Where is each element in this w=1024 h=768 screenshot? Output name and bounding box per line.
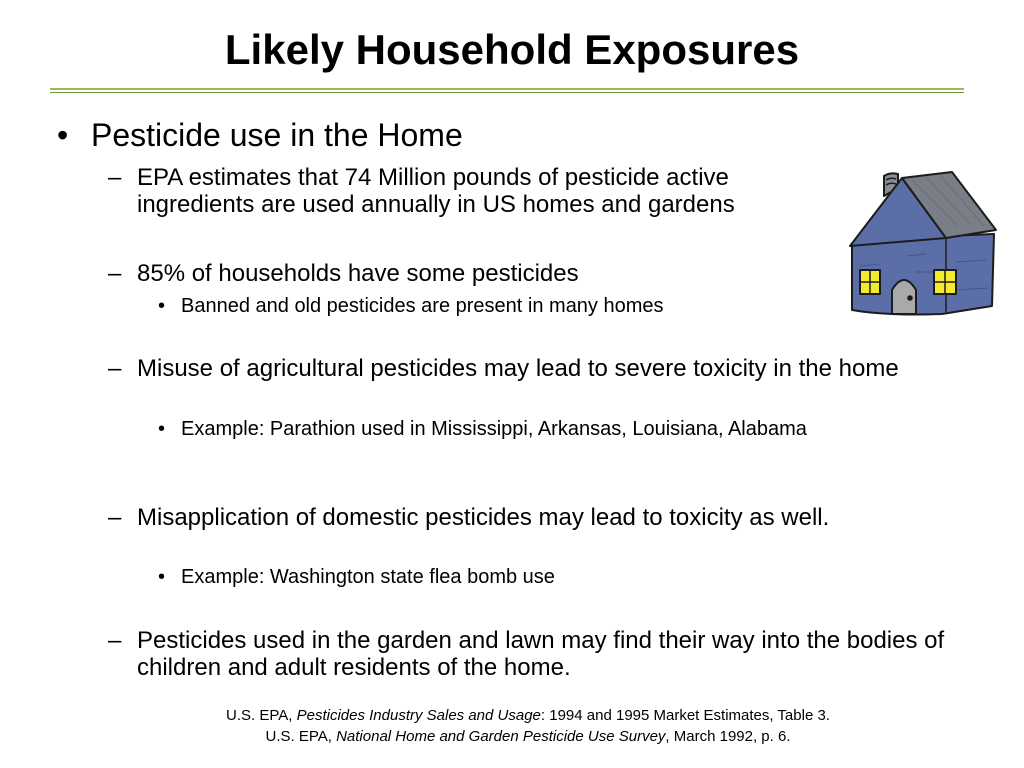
title-divider [50,88,964,90]
page-title: Likely Household Exposures [224,26,800,73]
dash-marker: – [108,260,122,287]
references [100,705,956,747]
sub-list-item-text: Banned and old pesticides are present in many homes [181,295,664,317]
sub-list-item-text: Example: Parathion used in Mississippi, Arkansas, Louisiana, Alabama [181,418,807,440]
sub-bullet-marker: • [158,418,166,440]
reference-line: U.S. EPA, Pesticides Industry Sales and Usage: 1994 and 1995 Market Estimates, Table 3. [226,707,830,724]
sub-list-item [158,294,838,318]
title-divider-secondary [50,92,964,93]
list-item-text: Pesticides used in the garden and lawn may find their way into the bodies of children and adult residents of the home. [137,627,945,681]
dash-marker: – [108,627,122,654]
list-item-text: 85% of households have some pesticides [137,260,579,287]
list-item-text: Misuse of agricultural pesticides may lead to severe toxicity in the home [137,355,899,382]
sub-list-item [158,565,838,589]
dash-marker: – [108,504,122,531]
reference-line: U.S. EPA, National Home and Garden Pesticide Use Survey, March 1992, p. 6. [265,728,791,745]
list-item [108,355,948,382]
sub-bullet-marker: • [158,566,166,588]
list-item [108,260,848,287]
dash-marker: – [108,355,122,382]
sub-list-item-text: Example: Washington state flea bomb use [181,566,555,588]
sub-bullet-marker: • [158,295,166,317]
sub-list-item [158,417,908,441]
house-icon [846,166,1000,318]
list-item [108,164,848,218]
list-item [108,504,948,531]
dash-marker: – [108,164,122,191]
bullet-main-text: Pesticide use in the Home [91,117,463,153]
list-item-text: EPA estimates that 74 Million pounds of pesticide active ingredients are used annually in US homes and gardens [137,164,735,218]
list-item [108,627,948,681]
bullet-marker: • [57,117,69,153]
list-item-text: Misapplication of domestic pesticides may lead to toxicity as well. [137,504,830,531]
